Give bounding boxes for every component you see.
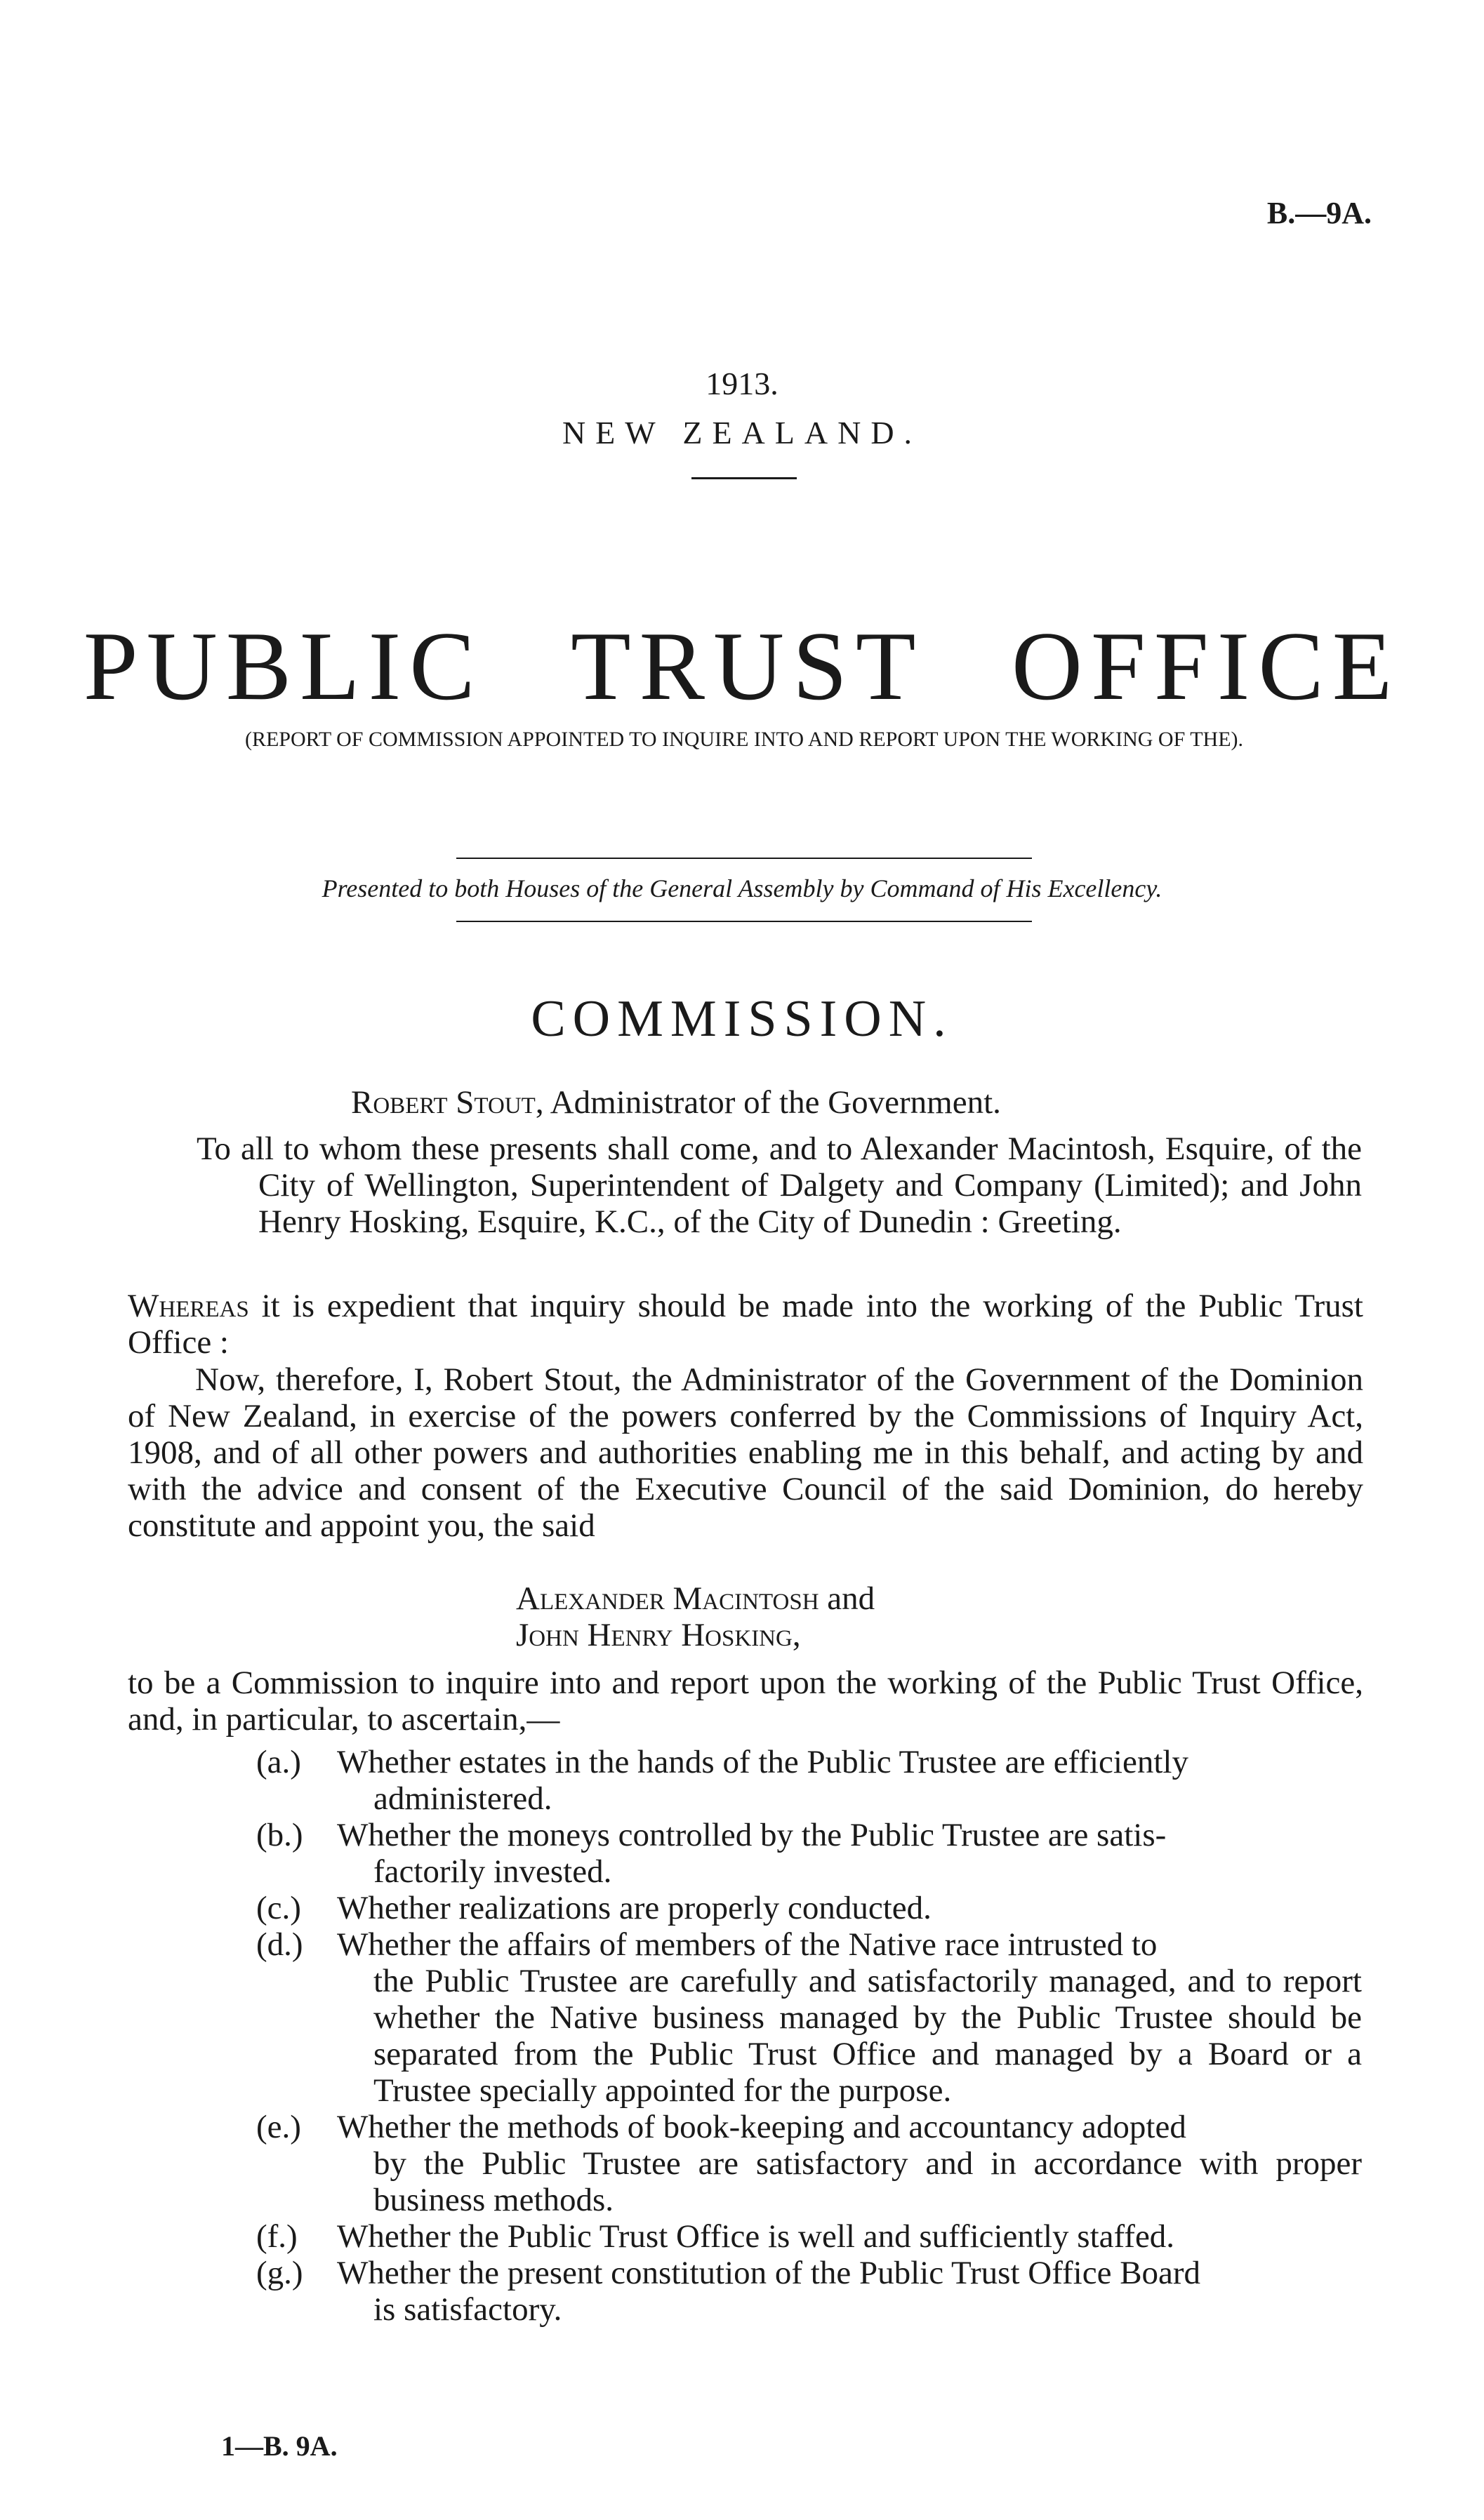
- presented-line: Presented to both Houses of the General Assembly by Command of His Excellency.: [322, 874, 1162, 902]
- commissioner-1: Alexander Macintosh and: [516, 1580, 875, 1617]
- list-text-continued: factorily invested.: [373, 1853, 612, 1890]
- commission-heading: COMMISSION.: [531, 990, 953, 1048]
- whereas-paragraph: [128, 1288, 1363, 1361]
- list-item-e: [256, 2109, 1362, 2218]
- commissioner-2: John Henry Hosking,: [516, 1617, 801, 1653]
- list-text-continued: by the Public Trustee are satisfactory and in accordance with proper business methods.: [373, 2145, 1362, 2218]
- list-label: (e.): [256, 2109, 301, 2145]
- terms-of-reference-list: [256, 1744, 1362, 2328]
- page-reference: B.—9A.: [1266, 196, 1372, 230]
- list-item-a: [256, 1744, 1362, 1817]
- administrator-line: [351, 1084, 1001, 1121]
- list-text: Whether estates in the hands of the Public Trustee are efficiently: [337, 1744, 1188, 1780]
- address-paragraph: To all to whom these presents shall come, and to Alexander Macintosh, Esquire, of the City of Wellington, Superintendent of Dalgety and Company (Limited); and John Henry Hosking, Esquire, K.C., of the City of Dunedin : Greeting.: [197, 1131, 1362, 1240]
- whereas-text: it is expedient that inquiry should be made into the working of the Public Trust Office :: [128, 1288, 1363, 1361]
- list-label: (a.): [256, 1744, 301, 1780]
- list-item-d: [256, 1926, 1362, 2109]
- list-text-continued: administered.: [373, 1780, 552, 1817]
- country: NEW ZEALAND.: [562, 415, 922, 451]
- document-title: PUBLIC TRUST OFFICE: [83, 612, 1401, 721]
- list-label: (d.): [256, 1926, 303, 1963]
- list-text: Whether the present constitution of the Public Trust Office Board: [337, 2255, 1201, 2291]
- divider-rule-2: [456, 858, 1032, 859]
- list-item-c: [256, 1890, 1362, 1926]
- commissioner-names: [516, 1580, 875, 1653]
- list-item-g: [256, 2255, 1362, 2328]
- whereas-word: Whereas: [128, 1288, 249, 1324]
- divider-rule-3: [456, 921, 1032, 922]
- list-text: Whether the methods of book-keeping and accountancy adopted: [337, 2109, 1186, 2145]
- list-text: Whether the affairs of members of the Native race intrusted to: [337, 1926, 1158, 1963]
- footer-page-reference: 1—B. 9A.: [221, 2430, 338, 2462]
- divider-rule-1: [691, 477, 797, 479]
- list-item-f: [256, 2218, 1362, 2255]
- now-therefore-paragraph: Now, therefore, I, Robert Stout, the Administrator of the Government of the Dominion of New Zealand, in exercise of the powers conferred by the Commissions of Inquiry Act, 1908, and of all other powers and authorities enabling me in this behalf, and acting by and with the advice and consent of the Executive Council of the said Dominion, do hereby constitute and appoint you, the said: [128, 1361, 1363, 1544]
- document-subtitle: (REPORT OF COMMISSION APPOINTED TO INQUIRE INTO AND REPORT UPON THE WORKING OF THE).: [244, 728, 1244, 751]
- to-be-paragraph: to be a Commission to inquire into and report upon the working of the Public Trust Office, and, in particular, to ascertain,—: [128, 1665, 1363, 1738]
- administrator-title: , Administrator of the Government.: [535, 1084, 1001, 1121]
- list-text: Whether the moneys controlled by the Public Trustee are satis-: [337, 1817, 1167, 1853]
- list-text: Whether realizations are properly conducted.: [337, 1890, 932, 1926]
- list-text: Whether the Public Trust Office is well and sufficiently staffed.: [337, 2218, 1175, 2255]
- list-label: (c.): [256, 1890, 301, 1926]
- list-label: (b.): [256, 1817, 303, 1853]
- administrator-name: Robert Stout: [351, 1084, 536, 1121]
- list-text-continued: the Public Trustee are carefully and satisfactorily managed, and to report whether the Native business managed by the Public Trustee should be separated from the Public Trust Office and managed by a Board or a Trustee specially appointed for the purpose.: [373, 1963, 1362, 2109]
- list-label: (g.): [256, 2255, 303, 2291]
- year: 1913.: [705, 366, 779, 401]
- list-item-b: [256, 1817, 1362, 1890]
- list-text-continued: is satisfactory.: [373, 2291, 562, 2328]
- list-label: (f.): [256, 2218, 298, 2255]
